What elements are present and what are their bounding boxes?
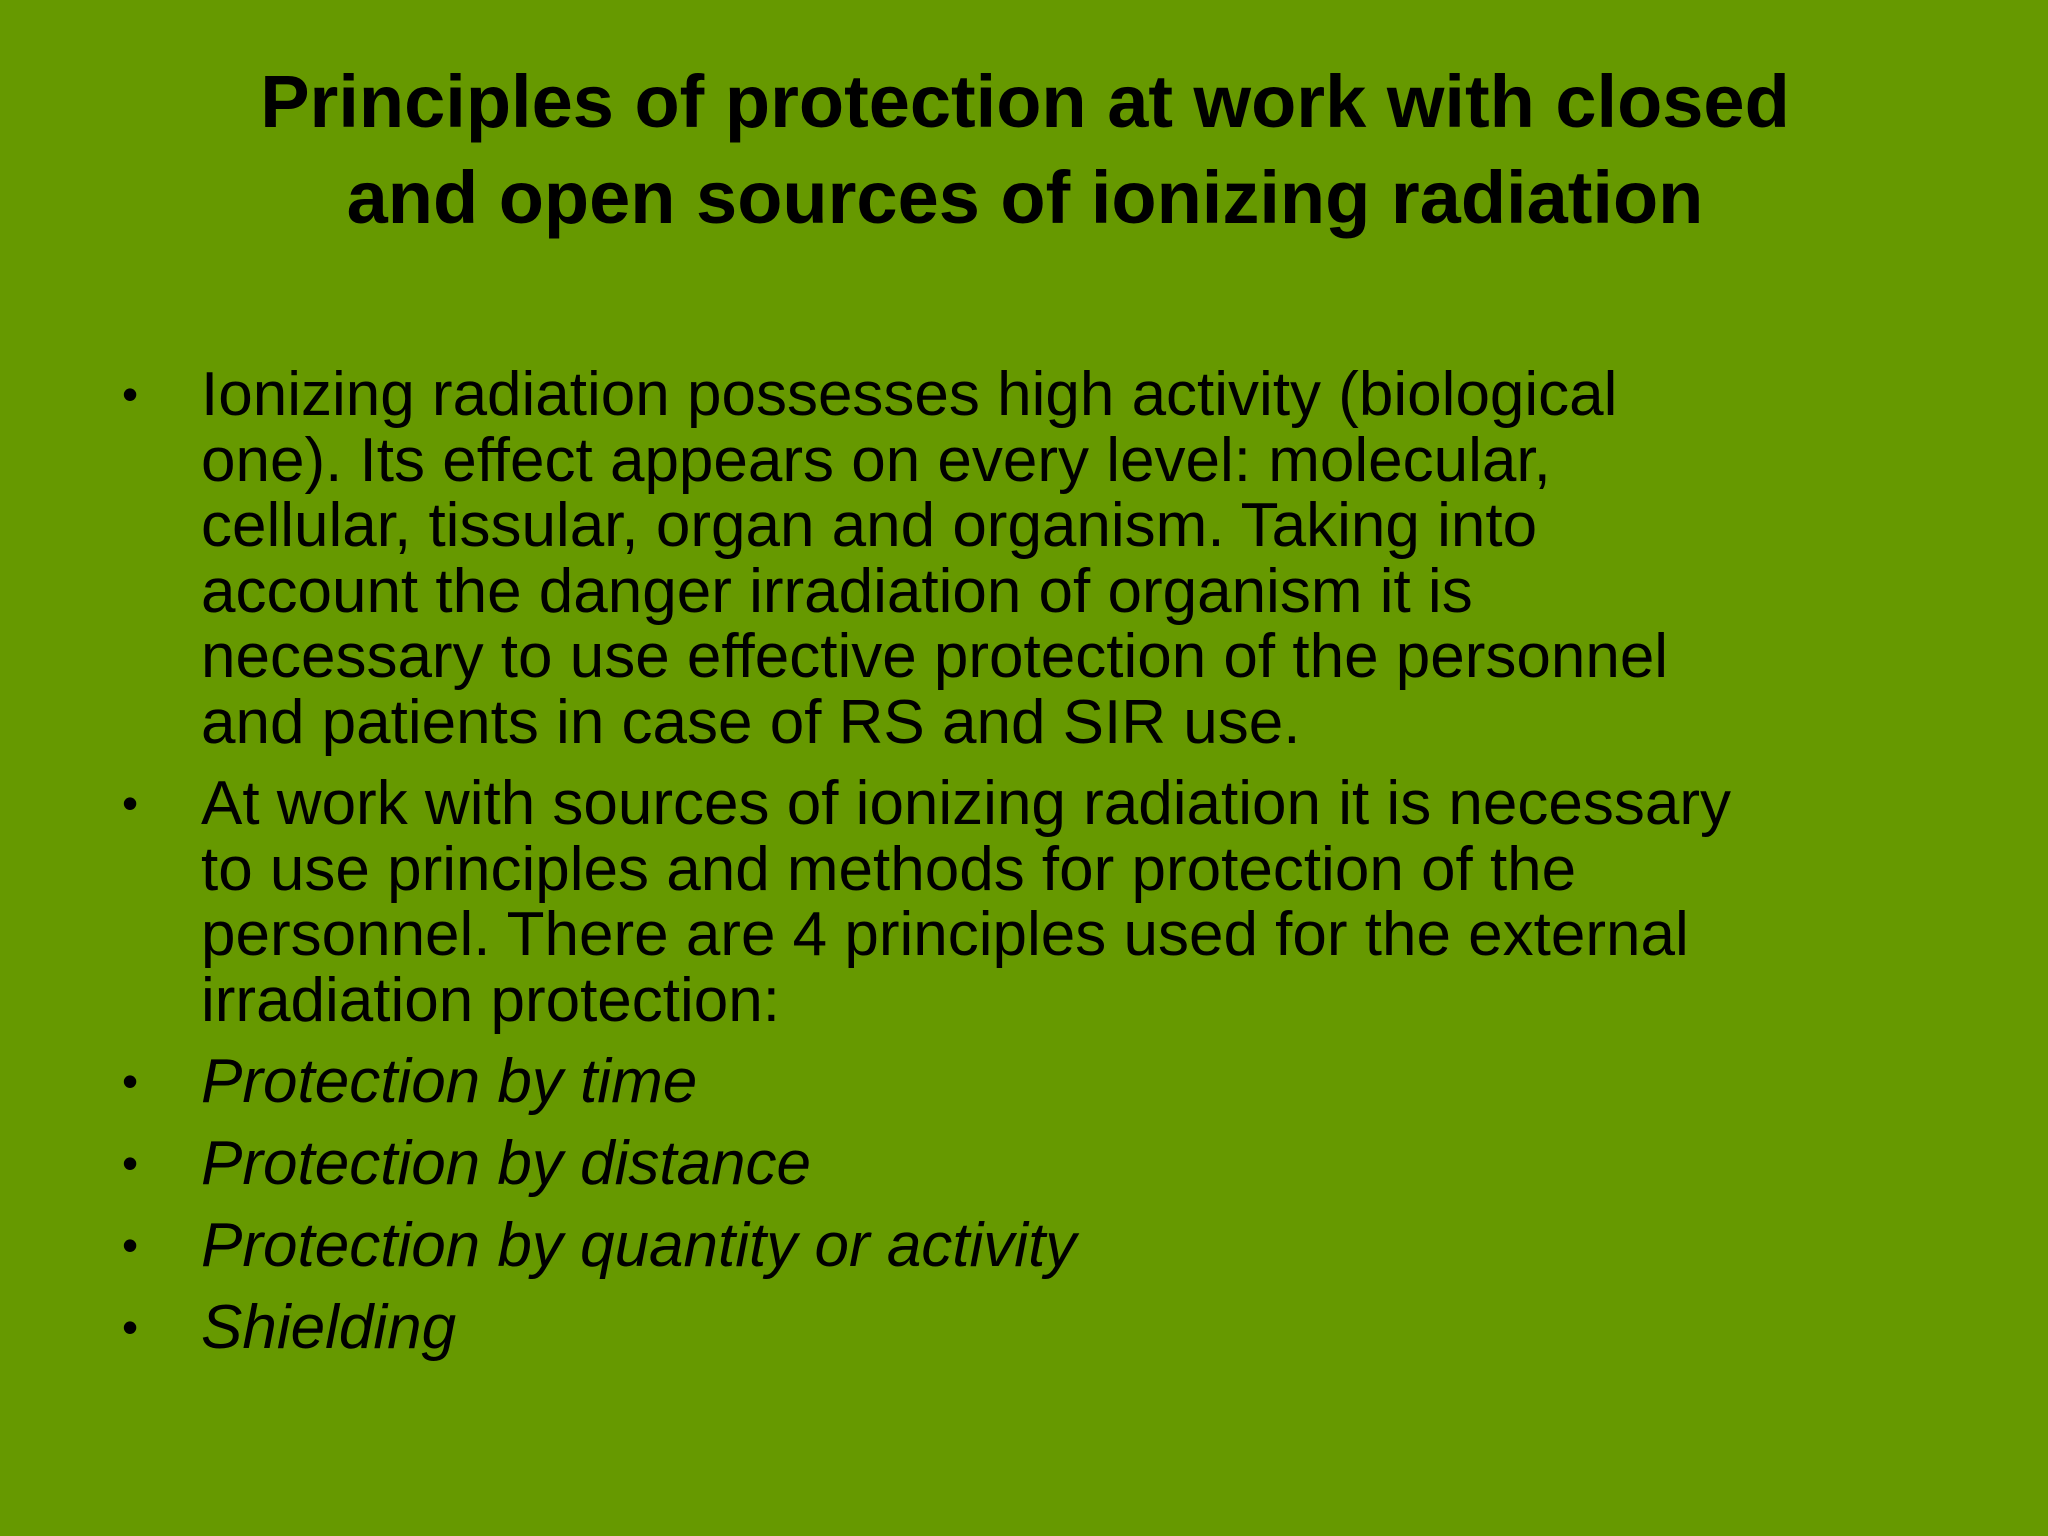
slide-title-line: and open sources of ionizing radiation: [346, 156, 1704, 239]
bullet-line: personnel. There are 4 principles used for the external: [201, 900, 1689, 969]
bullet-item: [122, 362, 1982, 755]
bullet-text: [201, 362, 1982, 755]
slide-title-line: Principles of protection at work with closed: [260, 60, 1790, 143]
bullet-icon: •: [122, 1301, 139, 1353]
bullet-item-protection-by-time: [122, 1049, 1982, 1115]
bullet-line: At work with sources of ionizing radiation it is necessary: [201, 769, 1731, 838]
bullet-text: Protection by quantity or activity: [201, 1211, 1077, 1280]
bullet-icon: •: [122, 368, 139, 420]
bullet-line: account the danger irradiation of organism it is: [201, 556, 1473, 626]
bullet-text: [201, 771, 1982, 1033]
bullet-line: to use principles and methods for protection of the: [201, 834, 1577, 904]
bullet-icon: •: [122, 1055, 139, 1107]
bullet-item-protection-by-quantity: [122, 1213, 1982, 1279]
bullet-line: Ionizing radiation possesses high activity (biological: [201, 360, 1618, 429]
slide-title: [130, 54, 1920, 246]
bullet-icon: •: [122, 1137, 139, 1189]
bullet-text: Protection by distance: [201, 1129, 812, 1198]
bullet-text: Shielding: [201, 1293, 457, 1362]
bullet-line: necessary to use effective protection of the personnel: [201, 622, 1669, 691]
bullet-text: Protection by time: [201, 1047, 698, 1116]
bullet-item-shielding: [122, 1295, 1982, 1361]
bullet-icon: •: [122, 1219, 139, 1271]
bullet-line: cellular, tissular, organ and organism. Taking into: [201, 491, 1538, 560]
bullet-item-protection-by-distance: [122, 1131, 1982, 1197]
bullet-item: [122, 771, 1982, 1033]
bullet-line: one). Its effect appears on every level: molecular,: [201, 425, 1551, 495]
bullet-line: and patients in case of RS and SIR use.: [201, 687, 1301, 757]
bullet-list: [122, 362, 1982, 1377]
bullet-icon: •: [122, 777, 139, 829]
bullet-line: irradiation protection:: [201, 965, 780, 1035]
